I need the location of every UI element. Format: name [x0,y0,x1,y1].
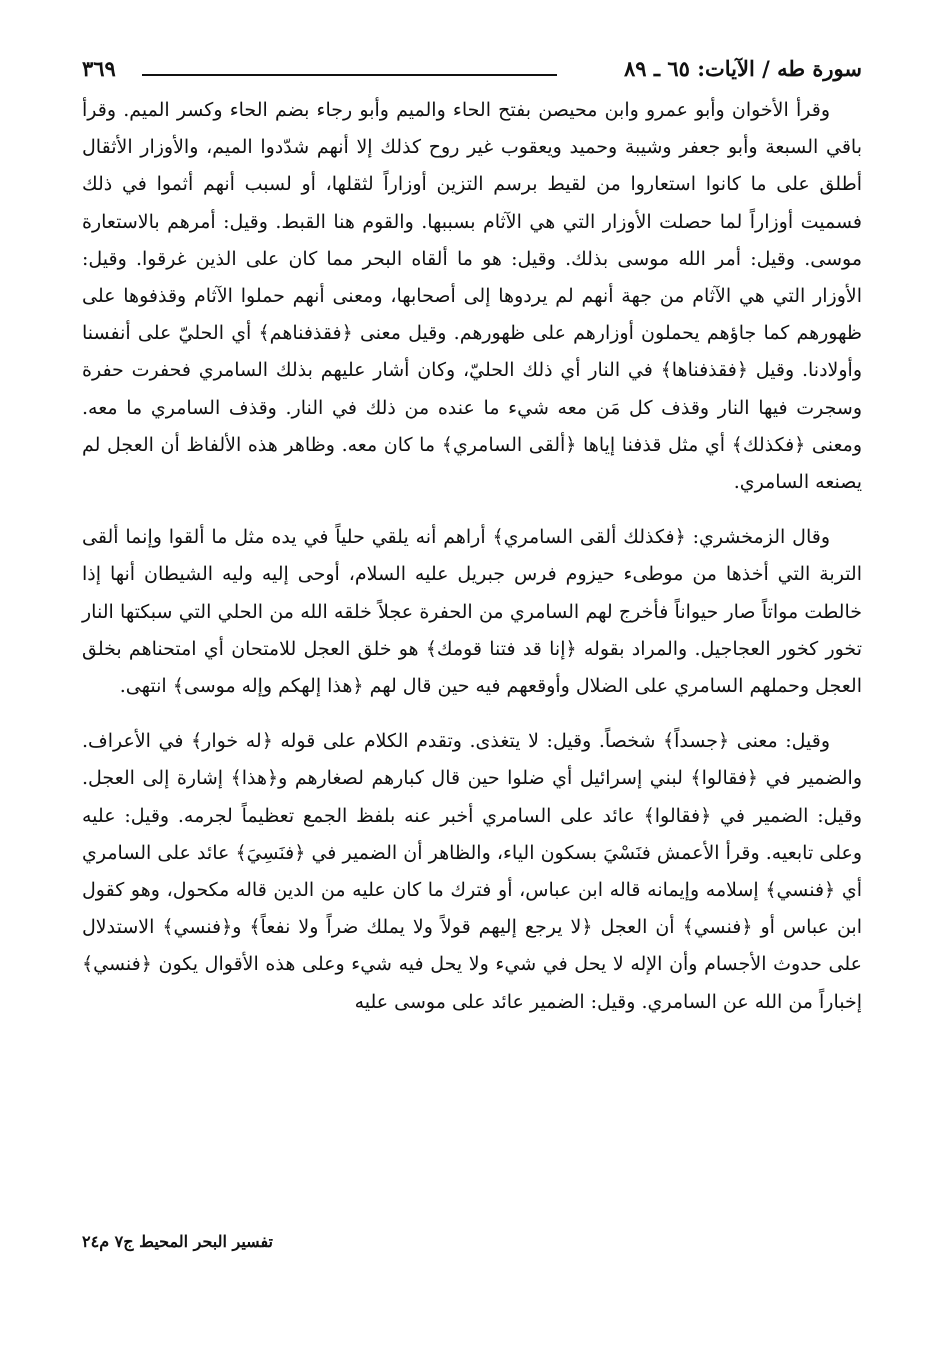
page-number: ٣٦٩ [82,56,116,81]
volume-signature: تفسير البحر المحيط ج٧ م٢٤ [82,1232,273,1251]
page-header [82,50,862,90]
surah-title: سورة طه / الآيات: ٦٥ ـ ٨٩ [624,56,862,81]
paragraph: وقرأ الأخوان وأبو عمرو وابن محيصن بفتح الحاء والميم وأبو رجاء بضم الحاء وكسر الميم. وقرأ باقي السبعة وأبو جعفر وشيبة وحميد ويعقوب غير روح كذلك إلا أنهم شدّدوا الميم، والأوزار الأثقال أطلق على ما كانوا استعاروا من لقيط برسم التزين أوزاراً لثقلها، أو لسبب أنهم أثموا في ذلك فسميت أوزاراً لما حصلت الأوزار التي هي الآثام بسببها. والقوم هنا القبط. وقيل: أمرهم بالاستعارة موسى. وقيل: أمر الله موسى بذلك. وقيل: هو ما ألقاه البحر مما كان على الذين غرقوا. وقيل: الأوزار التي هي الآثام من جهة أنهم لم يردوها إلى أصحابها، ومعنى أنهم حملوا الآثام وقذفوها على ظهورهم كما جاؤهم يحملون أوزارهم على ظهورهم. وقيل معنى ﴿فقذفناهم﴾ أي الحليّ على أنفسنا وأولادنا. وقيل ﴿فقذفناها﴾ في النار أي ذلك الحليّ، وكان أشار عليهم بذلك السامري فحفرت حفرة وسجرت فيها النار وقذف كل مَن معه شيء ما عنده من ذلك في النار. وقذف السامري ما معه. ومعنى ﴿فكذلك﴾ أي مثل قذفنا إياها ﴿ألقى السامري﴾ ما كان معه. وظاهر هذه الألفاظ أن العجل لم يصنعه السامري. [82,99,862,494]
paragraph: وقيل: معنى ﴿جسداً﴾ شخصاً. وقيل: لا يتغذى. وتقدم الكلام على قوله ﴿له خوار﴾ في الأعراف. والضمير في ﴿فقالوا﴾ لبني إسرائيل أي ضلوا حين قال كبارهم لصغارهم و﴿هذا﴾ إشارة إلى العجل. وقيل: الضمير في ﴿فقالوا﴾ عائد على السامري أخبر عنه بلفظ الجمع تعظيماً لجرمه. وقيل: عليه وعلى تابعيه. وقرأ الأعمش فنَسْيَ بسكون الياء، والظاهر أن الضمير في ﴿فنَسِيَ﴾ عائد على السامري أي ﴿فنسي﴾ إسلامه وإيمانه قاله ابن عباس، أو فترك ما كان عليه من الدين قاله مكحول، وهو كقول ابن عباس أو ﴿فنسي﴾ أن العجل ﴿لا يرجع إليهم قولاً ولا يملك ضراً ولا نفعاً﴾ و﴿فنسي﴾ الاستدلال على حدوث الأجسام وأن الإله لا يحل في شيء ولا يحل فيه شيء وعلى هذه الأقوال يكون ﴿فنسي﴾ إخباراً من الله عن السامري. وقيل: الضمير عائد على موسى عليه [82,730,862,1013]
paragraph: وقال الزمخشري: ﴿فكذلك ألقى السامري﴾ أراهم أنه يلقي حلياً في يده مثل ما ألقوا وإنما ألقى التربة التي أخذها من موطىء حيزوم فرس جبريل عليه السلام، أوحى إليه وليه الشيطان أنها إذا خالطت مواتاً صار حيواناً فأخرج لهم السامري من الحفرة عجلاً خلقه الله من الحلي التي سبكتها النار تخور كخور العجاجيل. والمراد بقوله ﴿إنا قد فتنا قومك﴾ هو خلق العجل للامتحان أي امتحناهم بخلق العجل وحملهم السامري على الضلال وأوقعهم فيه حين قال لهم ﴿هذا إلهكم وإله موسى﴾ انتهى. [82,526,862,698]
tafsir-text [82,92,862,1021]
header-rule [142,74,557,76]
